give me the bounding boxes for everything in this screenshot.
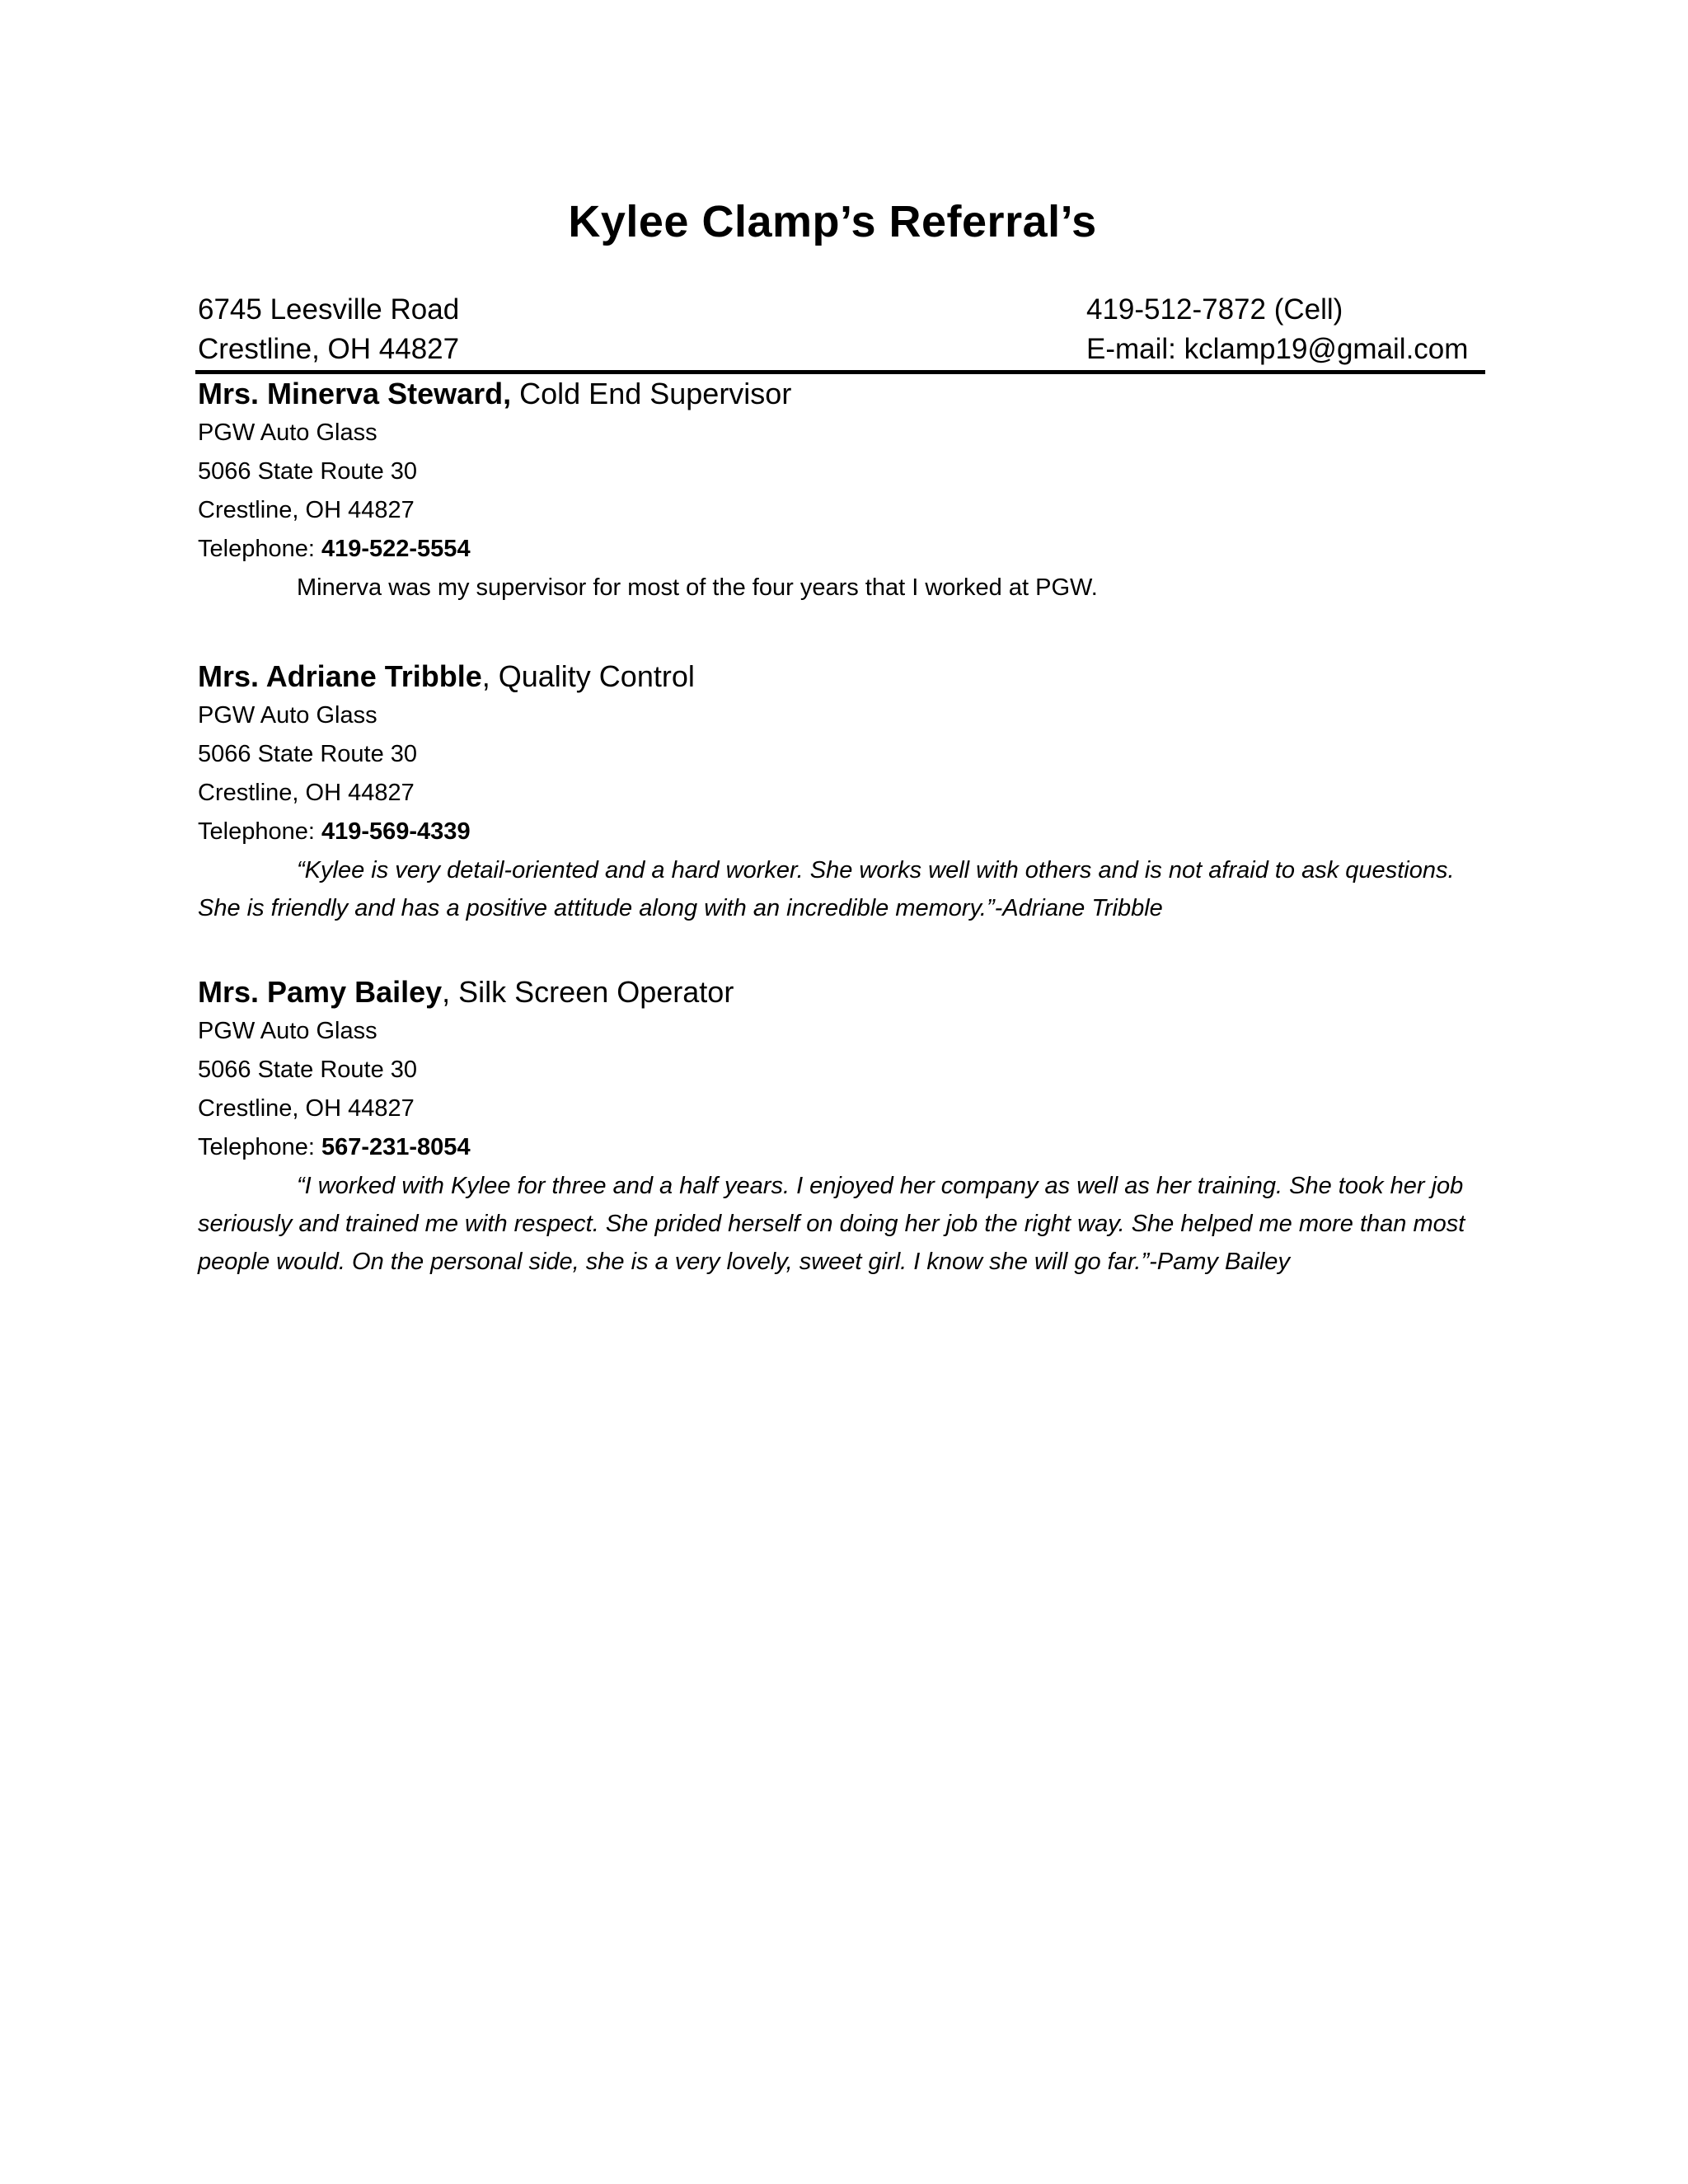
referral-name: Mrs. Pamy Bailey — [198, 975, 443, 1009]
telephone-label: Telephone: — [198, 536, 321, 562]
address-line-2: Crestline, OH 44827 — [198, 333, 460, 365]
referral-entry — [198, 374, 1484, 607]
referral-company: PGW Auto Glass — [198, 702, 377, 729]
contact-email: E-mail: kclamp19@gmail.com — [1086, 333, 1469, 365]
contact-address — [198, 290, 459, 369]
address-line-1: 6745 Leesville Road — [198, 293, 460, 326]
referral-street: 5066 State Route 30 — [198, 741, 418, 767]
referral-name: Mrs. Minerva Steward, — [198, 377, 512, 410]
referral-street: 5066 State Route 30 — [198, 1057, 418, 1083]
referral-name: Mrs. Adriane Tribble — [198, 659, 482, 693]
telephone-number: 419-569-4339 — [321, 818, 471, 845]
referral-role: , Quality Control — [481, 659, 695, 693]
referral-quote: Minerva was my supervisor for most of the four years that I worked at PGW. — [297, 574, 1098, 601]
referral-city: Crestline, OH 44827 — [198, 497, 415, 523]
referral-company: PGW Auto Glass — [198, 419, 377, 446]
telephone-number: 567-231-8054 — [321, 1134, 471, 1160]
referral-role: Cold End Supervisor — [511, 377, 792, 410]
referral-heading — [198, 972, 1484, 1012]
referral-heading — [198, 657, 1484, 696]
referral-entry — [198, 972, 1484, 1281]
referral-heading — [198, 374, 1484, 414]
telephone-label: Telephone: — [198, 1134, 321, 1160]
telephone-number: 419-522-5554 — [321, 536, 471, 562]
referral-company: PGW Auto Glass — [198, 1018, 377, 1044]
referral-telephone — [198, 530, 1484, 569]
page-title: Kylee Clamp’s Referral’s — [568, 197, 1097, 246]
contact-phone: 419-512-7872 (Cell) — [1086, 293, 1343, 326]
referral-street: 5066 State Route 30 — [198, 458, 418, 485]
referral-telephone — [198, 813, 1484, 851]
referral-city: Crestline, OH 44827 — [198, 780, 415, 806]
referral-quote: “I worked with Kylee for three and a half years. I enjoyed her company as well as her training. She took her job seriously and trained me with respect. She prided herself on doing her job the right way. She helped me more than most people would. On the personal side, she is a very lovely, sweet girl. I know she will go far.”-Pamy Bailey — [198, 1173, 1465, 1275]
referral-role: , Silk Screen Operator — [442, 975, 734, 1009]
telephone-label: Telephone: — [198, 818, 321, 845]
contact-info — [1086, 290, 1468, 369]
referral-quote: “Kylee is very detail-oriented and a hard worker. She works well with others and is not afraid to ask questions. She is friendly and has a positive attitude along with an incredible memory.”-Adriane Tribble — [198, 857, 1455, 921]
referral-city: Crestline, OH 44827 — [198, 1095, 415, 1122]
referral-telephone — [198, 1128, 1484, 1167]
referral-entry — [198, 657, 1484, 927]
